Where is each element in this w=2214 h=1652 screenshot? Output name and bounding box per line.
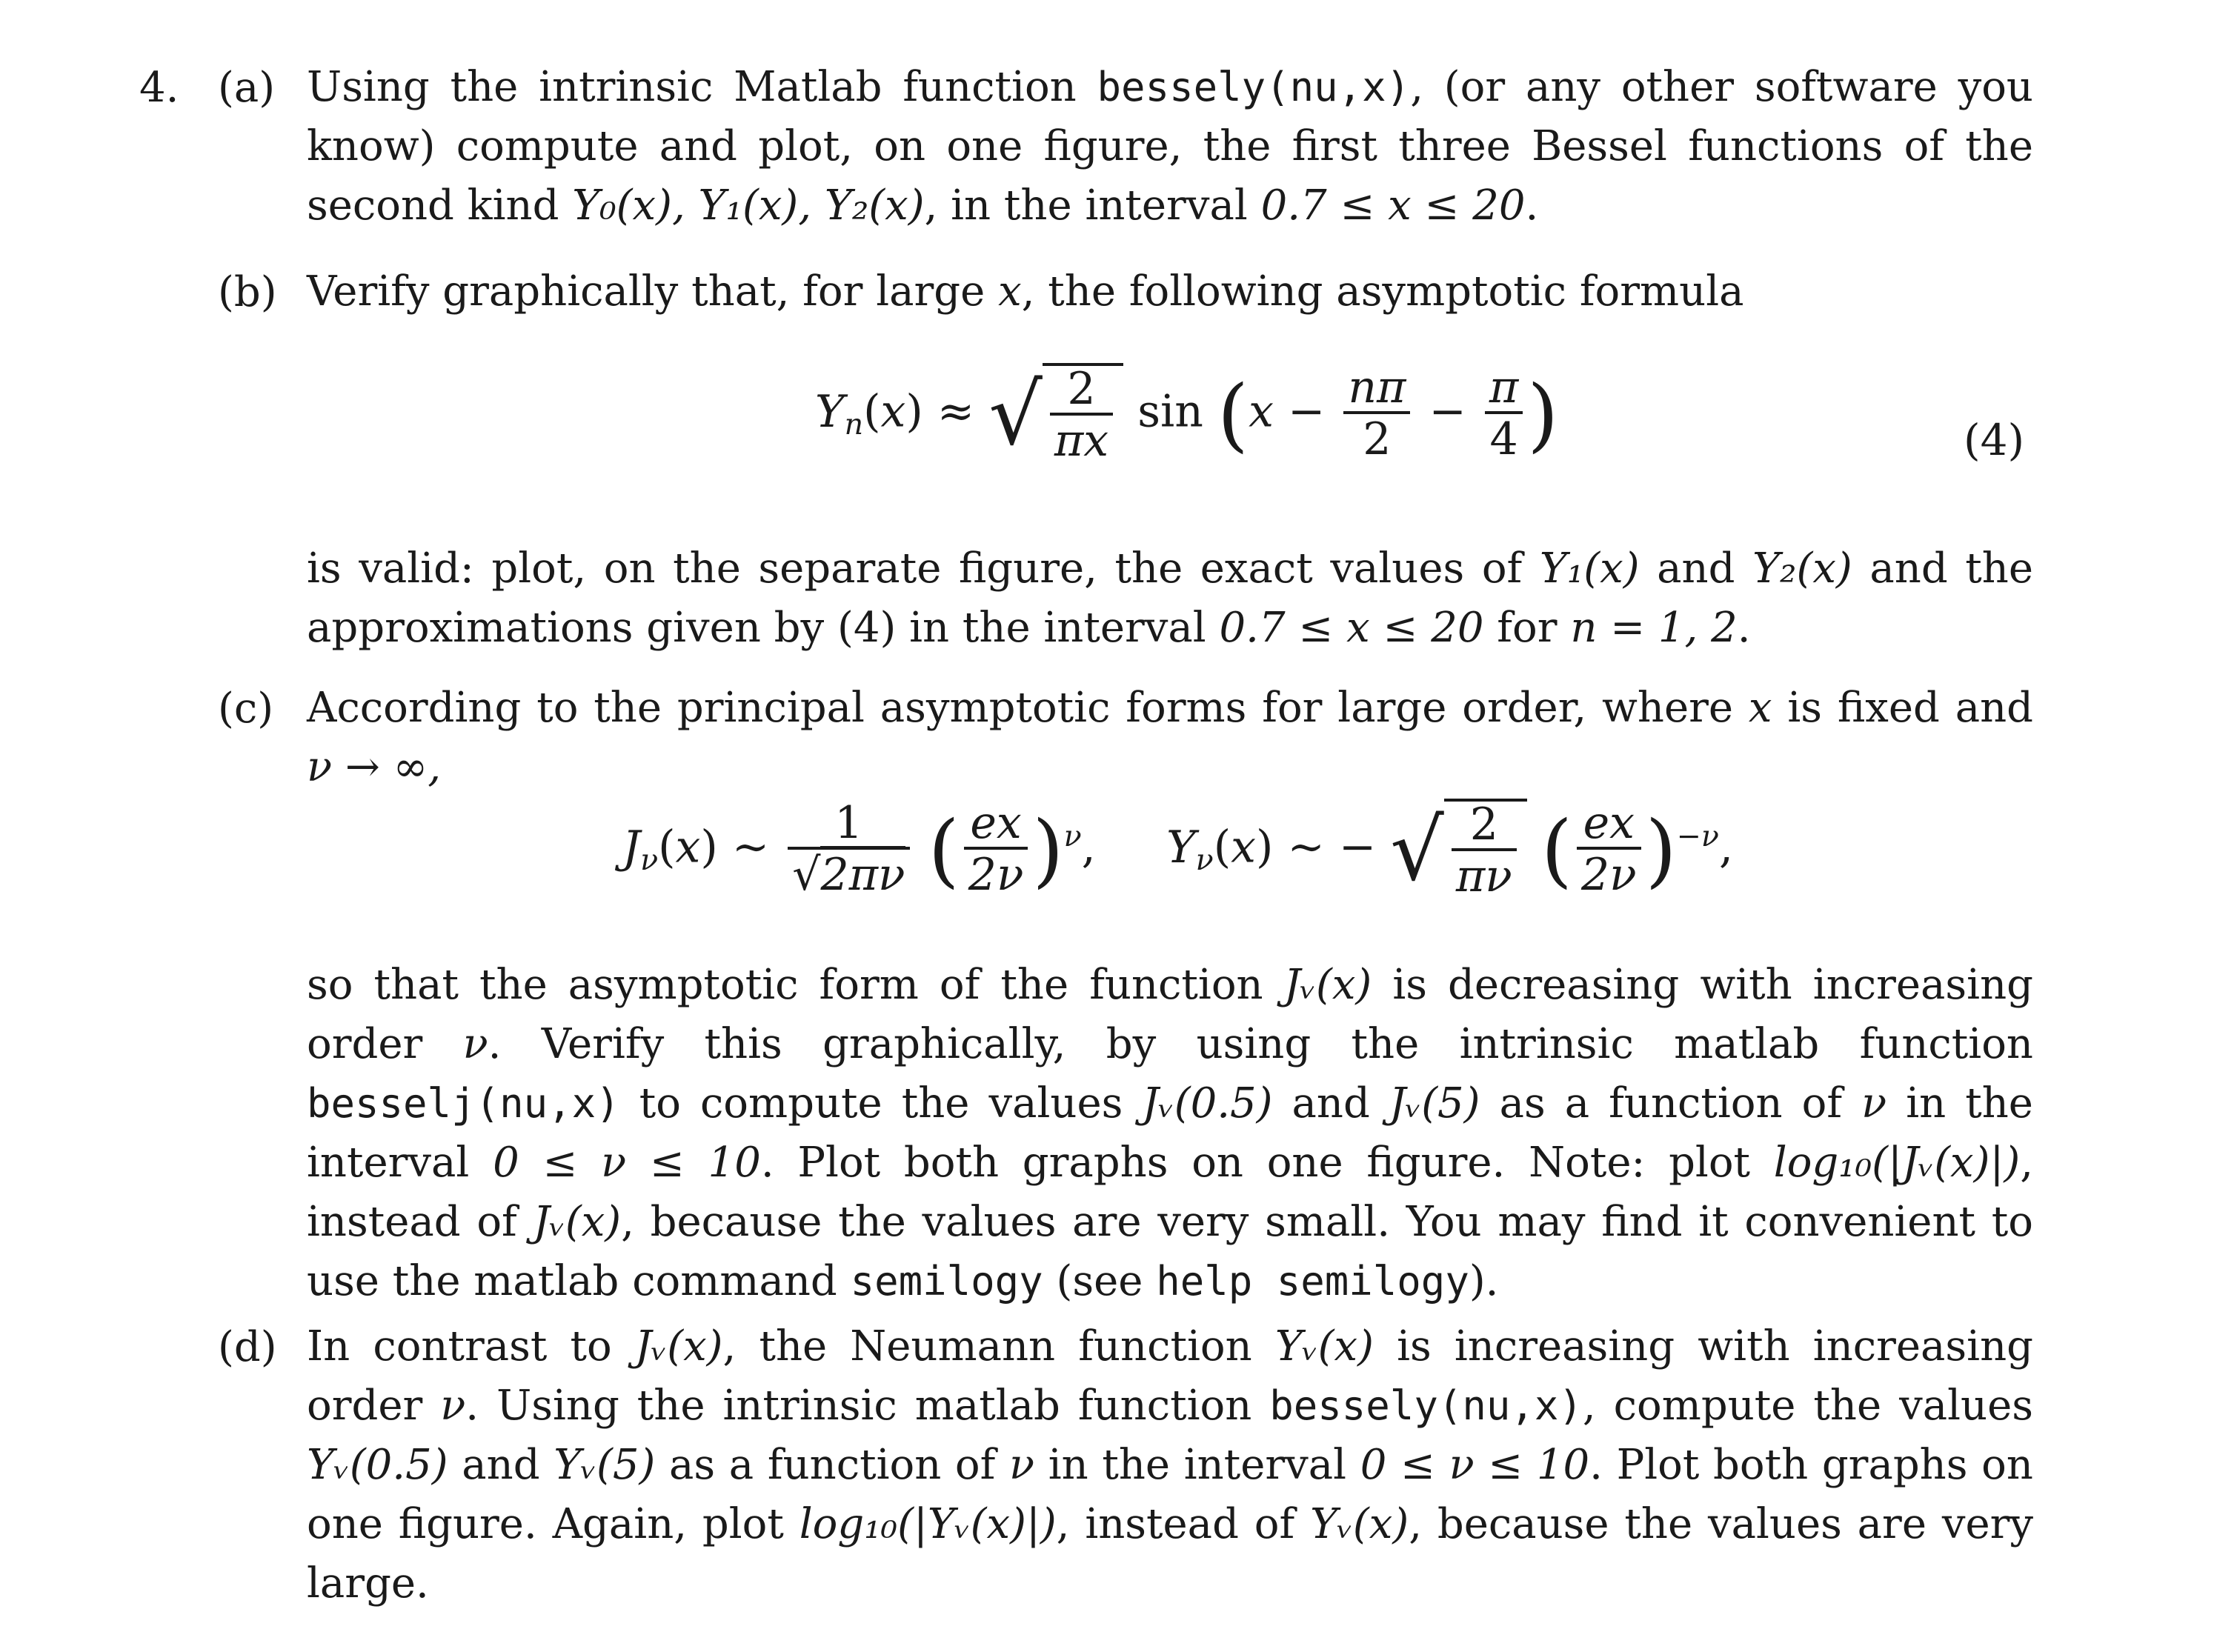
problem-number: 4. bbox=[139, 64, 179, 112]
code-help-semilogy: help semilogy bbox=[1156, 1258, 1469, 1305]
part-d-label: (d) bbox=[218, 1323, 277, 1371]
part-a-label: (a) bbox=[218, 64, 276, 112]
code-besselj: besselj(nu,x) bbox=[307, 1080, 620, 1127]
equation-4: $Y_n(x)$ ≈ √ $\frac{2}{\pi x}$ sin (x − $\frac{n\pi}{2}$ − $\frac{\pi}{4}$ ) bbox=[815, 362, 1559, 467]
equation-number: (4) bbox=[1964, 415, 2025, 465]
part-b-text: is valid: plot, on the separate figure, the exact values of Y₁(x) and Y₂(x) and the approximations given by (4) in the interval 0.7 ≤ x ≤ 20 for n = 1, 2. bbox=[307, 544, 2033, 652]
part-c-text: so that the asymptotic form of the function Jᵥ(x) is decreasing with increasing order ν. Verify this graphically, by using the intrinsic matlab function besselj(nu,x) to compute the values Jᵥ(0.5) and Jᵥ(5) as a function of ν in the interval 0 ≤ ν ≤ 10. Plot both graphs on one figure. Note: plot log₁₀(|Jᵥ(x)|), instead of Jᵥ(x), because the values are very small. You may find it convenient to use the matlab command semilogy (see help semilogy). bbox=[307, 961, 2033, 1305]
part-d-text: In contrast to Jᵥ(x), the Neumann function Yᵥ(x) is increasing with increasing order ν. Using the intrinsic matlab function bessely(nu,x), compute the values Yᵥ(0.5) and Yᵥ(5) as a function of ν in the interval 0 ≤ ν ≤ 10. Plot both graphs on one figure. Again, plot log₁₀(|Yᵥ(x)|), instead of Yᵥ(x), because the values are very large. bbox=[307, 1322, 2033, 1608]
part-c-label: (c) bbox=[218, 685, 274, 733]
part-c-intro: According to the principal asymptotic forms for large order, where x is fixed and ν → ∞, bbox=[307, 684, 2033, 791]
part-b-label: (b) bbox=[218, 268, 277, 316]
part-a-text: Using the intrinsic Matlab function bessely(nu,x), (or any other software you know) compute and plot, on one figure, the first three Bessel functions of the second kind Y₀(x), Y₁(x), Y₂(x), in the interval 0.7 ≤ x ≤ 20. bbox=[307, 63, 2033, 230]
code-semilogy: semilogy bbox=[850, 1258, 1043, 1305]
code-bessely: bessely(nu,x) bbox=[1097, 64, 1411, 110]
code-bessely-d: bessely(nu,x) bbox=[1269, 1382, 1583, 1429]
equation-large-order: $J_\nu(x)$ ∼ $\frac{1}{√2\pi\nu}$ ( $\frac{ex}{2\nu}$ )$^\nu$, $Y_\nu(x)$ ∼ − √ $\frac{2}{\pi\nu}$ ( $\frac{ex}{2\nu}$ )$^{-\nu}$, bbox=[622, 797, 1734, 902]
part-b-intro: Verify graphically that, for large x, the following asymptotic formula bbox=[307, 267, 1744, 316]
